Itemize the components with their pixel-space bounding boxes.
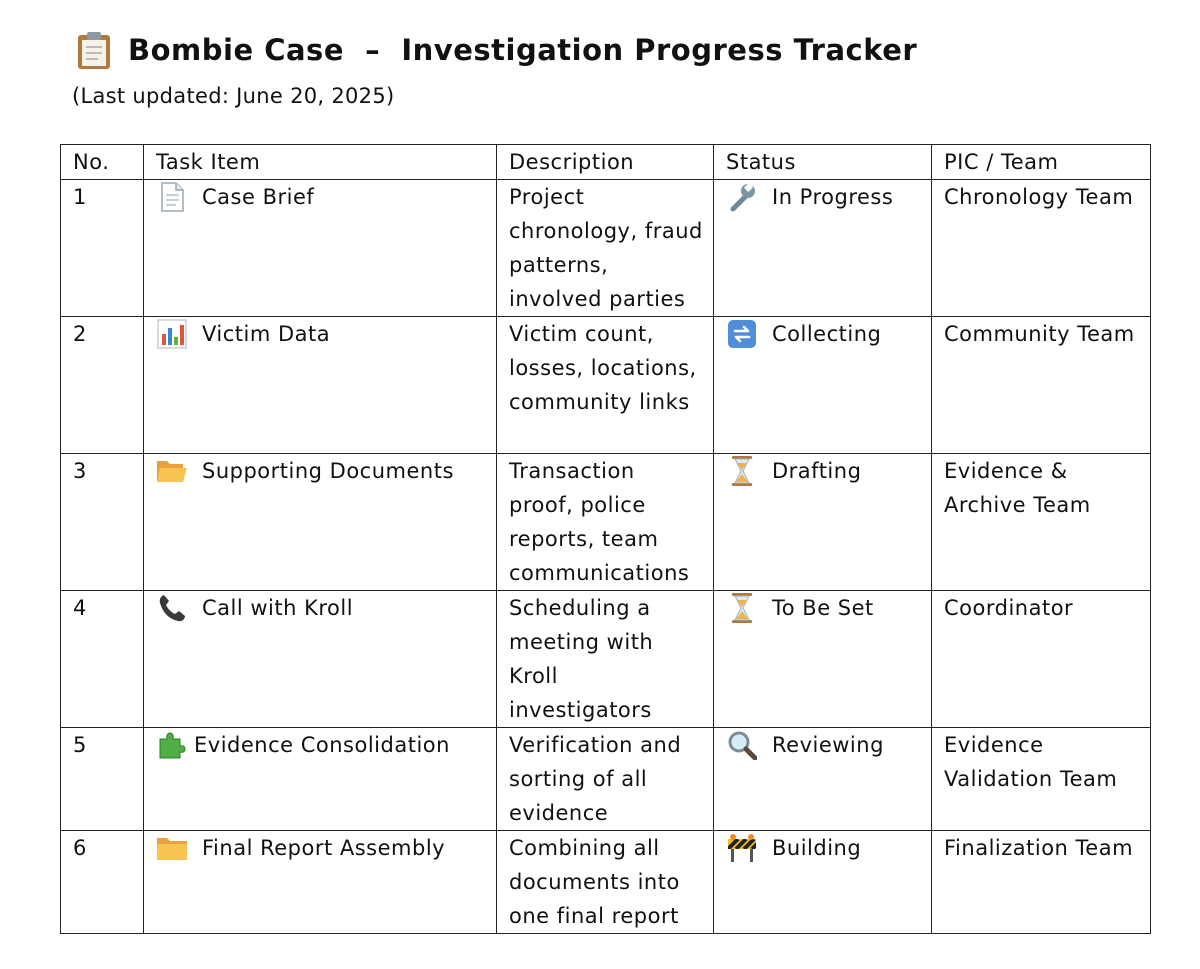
folder-icon [156,831,188,865]
status-label: Drafting [772,459,862,483]
title-row [76,30,917,70]
column-header-status: Status [714,145,932,180]
team-cell: Community Team [932,317,1151,454]
task-item-cell [144,591,497,728]
table-header-row [61,145,1151,180]
description-cell: Project chronology, fraud patterns, involved parties [497,180,714,317]
column-header-no: No. [61,145,144,180]
team-cell: Evidence & Archive Team [932,454,1151,591]
table-row [61,591,1151,728]
team-cell: Finalization Team [932,831,1151,934]
task-item-label: Call with Kroll [202,596,354,620]
status-cell [714,591,932,728]
status-cell [714,831,932,934]
team-cell: Coordinator [932,591,1151,728]
description-cell: Scheduling a meeting with Kroll investigators [497,591,714,728]
row-number: 6 [61,831,144,934]
status-cell [714,317,932,454]
last-updated-note: (Last updated: June 20, 2025) [72,84,395,108]
status-cell [714,180,932,317]
task-item-cell [144,728,497,831]
task-item-label: Case Brief [202,185,315,209]
row-number: 5 [61,728,144,831]
task-item-label: Victim Data [202,322,331,346]
status-cell [714,454,932,591]
hourglass-icon [726,454,758,488]
status-cell [714,728,932,831]
hourglass-icon [726,591,758,625]
status-label: Reviewing [772,733,884,757]
row-number: 2 [61,317,144,454]
team-cell: Chronology Team [932,180,1151,317]
row-number: 1 [61,180,144,317]
team-cell: Evidence Validation Team [932,728,1151,831]
magnifier-icon [726,728,758,762]
task-item-cell [144,317,497,454]
task-item-cell [144,831,497,934]
table-row [61,728,1151,831]
phone-icon [156,591,188,625]
task-item-label: Supporting Documents [202,459,454,483]
column-header-task-item: Task Item [144,145,497,180]
task-item-cell [144,180,497,317]
description-cell: Combining all documents into one final report [497,831,714,934]
tracker-table [60,144,1151,934]
description-cell: Victim count, losses, locations, community links [497,317,714,454]
description-cell: Transaction proof, police reports, team communications [497,454,714,591]
status-label: Collecting [772,322,882,346]
document-icon [156,180,188,214]
status-label: To Be Set [772,596,874,620]
table-row [61,831,1151,934]
table-row [61,454,1151,591]
table-row [61,180,1151,317]
puzzle-icon [156,728,188,762]
bar-chart-icon [156,317,188,351]
column-header-pic-team: PIC / Team [932,145,1151,180]
column-header-description: Description [497,145,714,180]
row-number: 4 [61,591,144,728]
task-item-cell [144,454,497,591]
status-label: In Progress [772,185,894,209]
page-title: Bombie Case – Investigation Progress Tracker [128,33,918,67]
status-label: Building [772,836,862,860]
open-folder-icon [156,454,188,488]
task-item-label: Evidence Consolidation [194,733,450,757]
construction-icon [726,831,758,865]
row-number: 3 [61,454,144,591]
task-item-label: Final Report Assembly [202,836,446,860]
description-cell: Verification and sorting of all evidence [497,728,714,831]
table-row [61,317,1151,454]
refresh-icon [726,317,758,351]
wrench-icon [726,180,758,214]
clipboard-icon [76,30,112,70]
